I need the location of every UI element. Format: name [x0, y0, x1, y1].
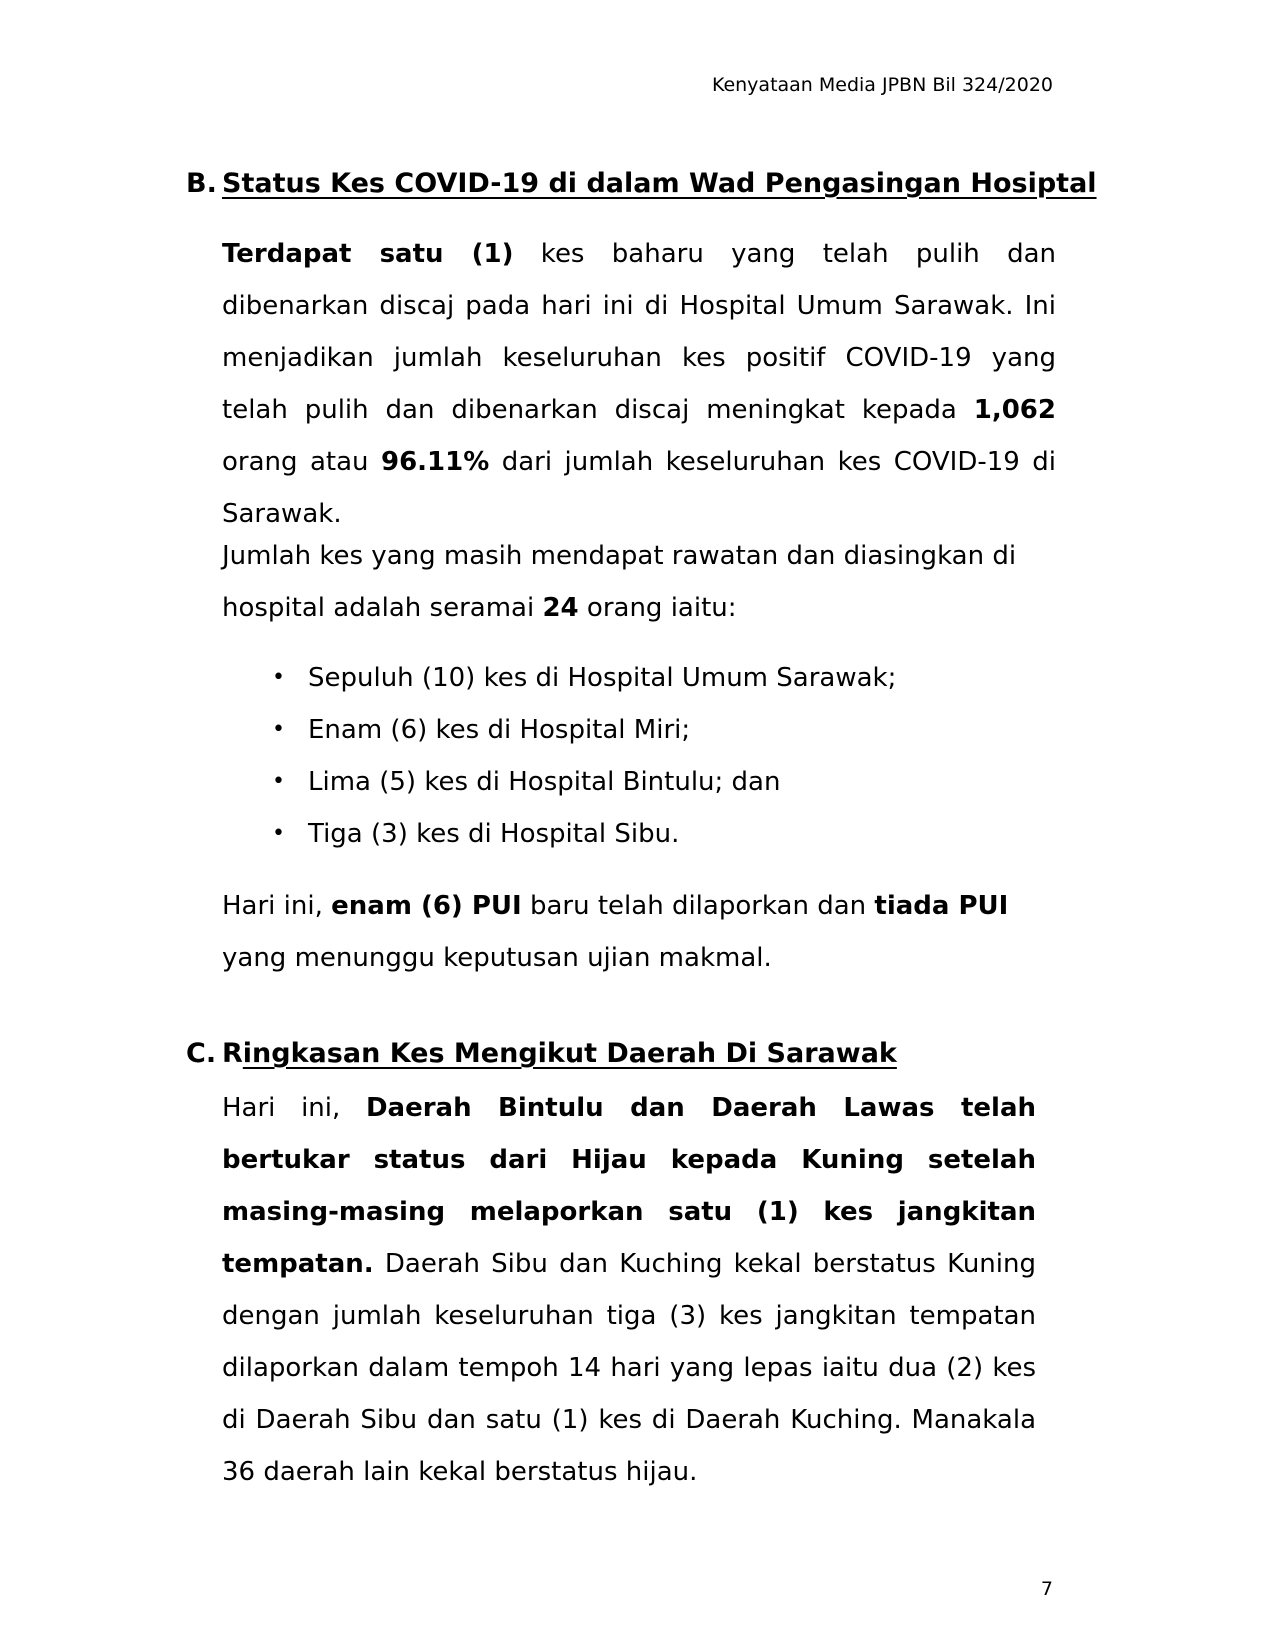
- list-item: [222, 652, 896, 704]
- section-c-title-first-letter: R: [222, 1038, 243, 1069]
- district-status-change-text: Daerah Bintulu dan Daerah Lawas telah bertukar status dari Hijau kepada Kuning setelah masing-masing melaporkan satu (1) kes jangkitan tempatan.: [222, 1093, 1036, 1279]
- total-recovered-value: 1,062: [973, 395, 1056, 425]
- paragraph-text: Hari ini,: [222, 891, 332, 921]
- new-pui-text: enam (6) PUI: [331, 891, 522, 921]
- section-b-paragraph-2: [222, 530, 1056, 634]
- section-c-letter: C.: [186, 1038, 217, 1069]
- list-item-text: Lima (5) kes di Hospital Bintulu; dan: [308, 767, 781, 797]
- section-c-title: ingkasan Kes Mengikut Daerah Di Sarawak: [242, 1038, 897, 1069]
- hospital-case-list: [222, 652, 896, 860]
- paragraph-text: Hari ini,: [222, 1093, 366, 1123]
- list-item: [222, 756, 896, 808]
- section-b-title: Status Kes COVID-19 di dalam Wad Pengasingan Hosiptal: [222, 168, 1097, 199]
- list-item-text: Sepuluh (10) kes di Hospital Umum Sarawak;: [308, 663, 897, 693]
- list-item-text: Tiga (3) kes di Hospital Sibu.: [308, 819, 680, 849]
- paragraph-text: orang iaitu:: [578, 593, 737, 623]
- section-c-heading: [186, 1038, 897, 1069]
- paragraph-text: dari jumlah keseluruhan kes COVID-19 di Sarawak.: [222, 447, 1056, 529]
- section-b-paragraph-1: [222, 228, 1056, 540]
- bullet-icon: •: [272, 769, 285, 794]
- paragraph-text: yang menunggu keputusan ujian makmal.: [222, 943, 772, 973]
- list-item-text: Enam (6) kes di Hospital Miri;: [308, 715, 691, 745]
- paragraph-text: kes baharu yang telah pulih dan dibenarkan discaj pada hari ini di Hospital Umum Sarawak. Ini menjadikan jumlah keseluruhan kes positif COVID-19 yang telah pulih dan dibenarkan discaj meningkat kepada: [222, 239, 1056, 425]
- bullet-icon: •: [272, 665, 285, 690]
- section-b-heading: [186, 168, 1097, 199]
- document-header: Kenyataan Media JPBN Bil 324/2020: [711, 74, 1053, 96]
- section-b-paragraph-3: [222, 880, 1056, 984]
- active-cases-value: 24: [542, 593, 579, 623]
- recovery-percentage-value: 96.11%: [380, 447, 490, 477]
- paragraph-text: Daerah Sibu dan Kuching kekal berstatus Kuning dengan jumlah keseluruhan tiga (3) kes jangkitan tempatan dilaporkan dalam tempoh 14 hari yang lepas iaitu dua (2) kes di Daerah Sibu dan satu (1) kes di Daerah Kuching. Manakala 36 daerah lain kekal berstatus hijau.: [222, 1249, 1036, 1487]
- section-b-letter: B.: [186, 168, 217, 199]
- page-number: 7: [1040, 1578, 1053, 1600]
- paragraph-text: baru telah dilaporkan dan: [521, 891, 875, 921]
- bullet-icon: •: [272, 717, 285, 742]
- section-c-paragraph-1: [222, 1082, 1036, 1498]
- paragraph-text: Jumlah kes yang masih mendapat rawatan dan diasingkan di hospital adalah seramai: [222, 541, 1017, 623]
- pending-pui-text: tiada PUI: [874, 891, 1009, 921]
- recovered-count-text: Terdapat satu (1): [222, 239, 514, 269]
- bullet-icon: •: [272, 821, 285, 846]
- list-item: [222, 808, 896, 860]
- list-item: [222, 704, 896, 756]
- paragraph-text: orang atau: [222, 447, 381, 477]
